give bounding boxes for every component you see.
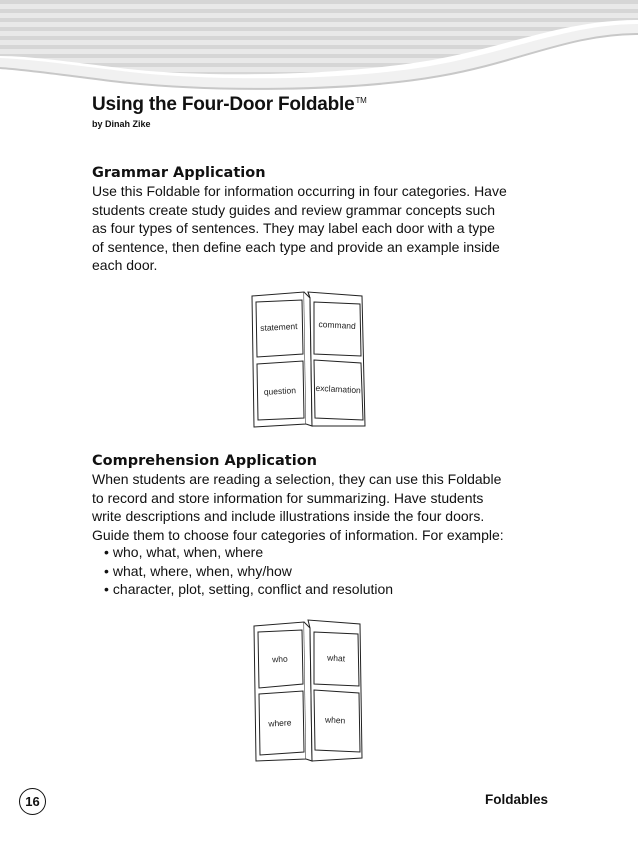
door-label-what: what xyxy=(326,652,346,664)
door-label-when: when xyxy=(324,714,346,726)
door-label-statement: statement xyxy=(259,321,298,333)
text-line: Use this Foldable for information occurring in four categories. Have xyxy=(92,183,507,199)
text-line: Guide them to choose four categories of information. For example: xyxy=(92,526,504,543)
door-label-question: question xyxy=(263,385,297,397)
list-item: • what, where, when, why/how xyxy=(104,562,393,581)
text-line: of sentence, then define each type and provide an example inside xyxy=(92,238,500,255)
grammar-foldable-diagram xyxy=(248,288,373,431)
door-label-command: command xyxy=(318,319,357,331)
text-line: When students are reading a selection, they can use this Foldable xyxy=(92,471,502,487)
list-item: • character, plot, setting, conflict and resolution xyxy=(104,580,393,599)
trademark-mark: TM xyxy=(355,95,367,105)
door-label-where: where xyxy=(268,717,292,729)
comprehension-paragraph xyxy=(92,470,532,544)
text-line: to record and store information for summarizing. Have students xyxy=(92,489,484,506)
comprehension-heading: Comprehension Application xyxy=(92,453,317,469)
page-number: 16 xyxy=(19,788,46,815)
text-line: students create study guides and review grammar concepts such xyxy=(92,201,496,218)
author-byline: by Dinah Zike xyxy=(92,119,151,129)
text-line: each door. xyxy=(92,257,158,274)
door-label-who: who xyxy=(271,653,288,665)
text-line: write descriptions and include illustrations inside the four doors. xyxy=(92,508,485,525)
example-category-list xyxy=(104,543,393,599)
grammar-heading: Grammar Application xyxy=(92,165,266,181)
door-label-exclamation: exclamation xyxy=(315,382,362,396)
text-line: as four types of sentences. They may label each door with a type xyxy=(92,220,495,237)
footer-book-title: Foldables xyxy=(484,792,548,807)
list-item: • who, what, when, where xyxy=(104,543,393,562)
grammar-paragraph xyxy=(92,182,532,275)
comprehension-foldable-diagram xyxy=(250,616,370,764)
page-title: Using the Four-Door Foldable™ xyxy=(92,94,367,115)
